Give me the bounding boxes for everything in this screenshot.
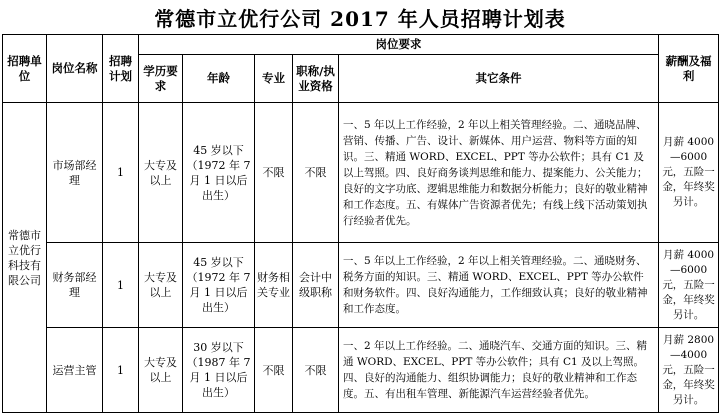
header-requirements: 岗位要求	[139, 35, 659, 55]
education-cell: 大专及以上	[139, 328, 183, 413]
table-row	[3, 103, 719, 243]
education-cell: 大专及以上	[139, 243, 183, 328]
plan-cell: 1	[103, 328, 139, 413]
table-row	[3, 328, 719, 413]
recruitment-table	[2, 34, 719, 413]
age-cell: 30 岁以下（1987 年 7 月 1 日以后出生）	[183, 328, 255, 413]
title-qual-cell: 会计中级职称	[293, 243, 339, 328]
age-cell: 45 岁以下（1972 年 7 月 1 日以后出生）	[183, 243, 255, 328]
header-other: 其它条件	[339, 55, 659, 103]
position-cell: 市场部经理	[47, 103, 103, 243]
header-title-qual: 职称/执业资格	[293, 55, 339, 103]
salary-cell: 月薪 4000—6000 元，五险一金，年终奖另计。	[659, 243, 719, 328]
header-age: 年龄	[183, 55, 255, 103]
plan-cell: 1	[103, 103, 139, 243]
title-qual-cell: 不限	[293, 328, 339, 413]
salary-cell: 月薪 4000—6000 元，五险一金，年终奖另计。	[659, 103, 719, 243]
major-cell: 不限	[255, 328, 293, 413]
other-conditions-cell: 一、5 年以上工作经验，2 年以上相关管理经验。二、通晓财务、税务方面的知识。三、精通 WORD、EXCEL、PPT 等办公软件和财务软件。四、良好沟通能力，工作细致认真；良好的敬业精神和工作态度。	[339, 243, 659, 328]
plan-cell: 1	[103, 243, 139, 328]
salary-cell: 月薪 2800—4000 元，五险一金，年终奖另计。	[659, 328, 719, 413]
other-conditions-cell: 一、5 年以上工作经验，2 年以上相关管理经验。二、通晓品牌、营销、传播、广告、设计、新媒体、用户运营、物料等方面的知识。三、精通 WORD、EXCEL、PPT 等办公软件；具有 C1 及以上驾照。四、良好商务谈判思维和能力、提案能力、公关能力；良好的文字功底、逻辑思维能力和数据分析能力；良好的敬业精神和工作态度。五、有媒体广告资源者优先；有线上线下活动策划执行经验者优先。	[339, 103, 659, 243]
header-salary: 薪酬及福利	[659, 35, 719, 103]
header-major: 专业	[255, 55, 293, 103]
header-position: 岗位名称	[47, 35, 103, 103]
unit-name: 常德市立优行科技有限公司	[3, 103, 47, 413]
position-cell: 运营主管	[47, 328, 103, 413]
page-title: 常德市立优行公司 2017 年人员招聘计划表	[154, 6, 566, 31]
title-qual-cell: 不限	[293, 103, 339, 243]
header-education: 学历要求	[139, 55, 183, 103]
position-cell: 财务部经理	[47, 243, 103, 328]
header-unit: 招聘单位	[3, 35, 47, 103]
age-cell: 45 岁以下（1972 年 7 月 1 日以后出生）	[183, 103, 255, 243]
header-plan: 招聘计划	[103, 35, 139, 103]
education-cell: 大专及以上	[139, 103, 183, 243]
major-cell: 不限	[255, 103, 293, 243]
major-cell: 财务相关专业	[255, 243, 293, 328]
table-row	[3, 243, 719, 328]
other-conditions-cell: 一、2 年以上工作经验。二、通晓汽车、交通方面的知识。三、精通 WORD、EXCEL、PPT 等办公软件；具有 C1 及以上驾照。四、良好的沟通能力、组织协调能力；良好的敬业精神和工作态度。五、有出租车管理、新能源汽车运营经验者优先。	[339, 328, 659, 413]
